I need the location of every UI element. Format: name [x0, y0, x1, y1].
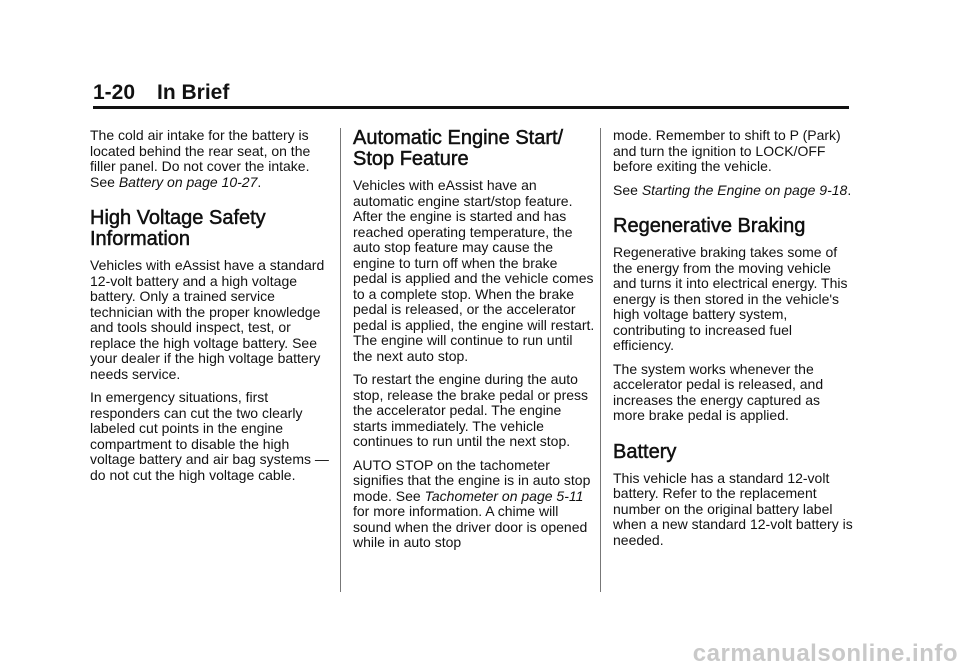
intake-paragraph: The cold air intake for the battery is located behind the rear seat, on the filler panel. Do not cover the intake. See Battery on page 10-27. — [90, 127, 311, 190]
auto-stop-paragraph-2: To restart the engine during the auto stop, release the brake pedal or press the accelerator pedal. The engine starts immediately. The vehicle continues to run until the next stop. — [353, 371, 589, 449]
page-header — [93, 80, 849, 109]
battery-heading: Battery — [613, 440, 677, 463]
column-divider — [600, 128, 601, 592]
tachometer-link[interactable]: Tachometer on page 5-11 — [424, 487, 584, 504]
see-starting-paragraph: See Starting the Engine on page 9-18. — [613, 181, 852, 198]
watermark: carmanualsonline.info — [692, 640, 958, 667]
hv-paragraph-2: In emergency situations, first responders can cut the two clearly labeled cut points in the engine compartment to disable the high voltage battery and air bag systems — do not cut the high voltage cable. — [90, 389, 329, 483]
column-1 — [90, 128, 332, 491]
regen-paragraph-2: The system works whenever the accelerator pedal is released, and increases the energy captured as more brake pedal is applied. — [613, 360, 824, 423]
regen-paragraph-1: Regenerative braking takes some of the energy from the moving vehicle and turns it into electrical energy. This energy is then stored in the vehicle's high voltage battery system, contributing to increased fuel efficiency. — [613, 244, 848, 353]
starting-engine-link[interactable]: Starting the Engine on page 9-18 — [641, 181, 848, 198]
auto-stop-paragraph-3: AUTO STOP on the tachometer signifies that the engine is in auto stop mode. See Tachometer on page 5-11 for more information. A chime will sound when the driver door is opened while in auto stop — [353, 456, 591, 550]
column-3 — [613, 128, 855, 556]
hv-safety-heading: High Voltage Safety Information — [90, 207, 266, 250]
battery-paragraph: This vehicle has a standard 12-volt battery. Refer to the replacement number on the original battery label when a new standard 12-volt battery is needed. — [613, 469, 853, 548]
page-number: 1-20 — [93, 81, 136, 104]
auto-stop-heading: Automatic Engine Start/ Stop Feature — [353, 127, 564, 170]
column-divider — [340, 128, 341, 592]
regen-braking-heading: Regenerative Braking — [613, 215, 806, 237]
hv-paragraph-1: Vehicles with eAssist have a standard 12-volt battery and a high voltage battery. Only a trained service technician with the proper knowledge and tools should inspect, test, or replace the high voltage battery. See your dealer if the high voltage battery needs service. — [90, 257, 325, 382]
auto-stop-paragraph-1: Vehicles with eAssist have an automatic engine start/stop feature. After the engine is started and has reached operating temperature, the auto stop feature may cause the engine to turn off when the brake pedal is applied and the vehicle comes to a complete stop. When the brake pedal is released, or the accelerator pedal is applied, the engine will restart. The engine will continue to run until the next auto stop. — [353, 177, 595, 364]
column-2 — [353, 128, 595, 559]
battery-link[interactable]: Battery on page 10-27 — [118, 173, 258, 190]
section-title: In Brief — [157, 81, 230, 104]
auto-stop-continued: mode. Remember to shift to P (Park) and turn the ignition to LOCK/OFF before exiting the vehicle. — [613, 127, 841, 174]
